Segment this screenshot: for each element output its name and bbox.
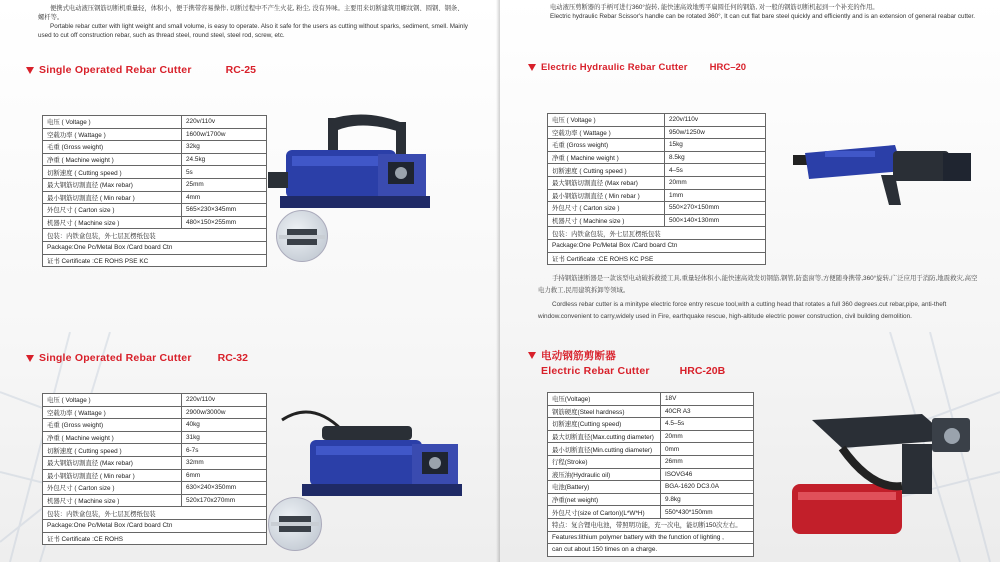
table-row bbox=[43, 216, 267, 229]
spec-key: 毛重 (Gross weight) bbox=[43, 419, 182, 432]
table-row bbox=[548, 393, 754, 406]
rc25-model: RC-25 bbox=[225, 64, 256, 76]
package-note-zh: 包装：内铁盒包装，外七层瓦楞纸包装 bbox=[43, 229, 267, 242]
red-triangle-icon bbox=[26, 67, 34, 74]
table-row bbox=[548, 202, 766, 215]
table-row bbox=[43, 394, 267, 407]
spec-key: 毛重 (Gross weight) bbox=[43, 141, 182, 154]
spec-key: 外包尺寸 ( Carton size ) bbox=[548, 202, 665, 215]
table-row bbox=[43, 254, 267, 267]
spec-value: 40CR A3 bbox=[661, 405, 754, 418]
spec-key: 最小钢筋切割直径 ( Min rebar ) bbox=[43, 469, 182, 482]
hrc20-machine-photo bbox=[785, 125, 985, 215]
hrc20b-model: HRC-20B bbox=[679, 365, 726, 377]
red-triangle-icon bbox=[528, 64, 536, 71]
spec-value: 5s bbox=[182, 166, 267, 179]
rc32-heading bbox=[26, 352, 248, 364]
package-note-zh: 包装：内铁盒包装，外七层瓦楞纸包装 bbox=[548, 227, 766, 240]
rc25-spec-table bbox=[42, 115, 267, 267]
right-intro-en: Electric hydraulic Rebar Scissor's handle can be rotated 360°, It can cut flat bare steel quickly and efficiently and is an extension of general reabar cutter. bbox=[550, 13, 976, 20]
spec-value: 2900w/3000w bbox=[182, 406, 267, 419]
hrc20b-title: Electric Rebar Cutter bbox=[541, 365, 650, 377]
spec-value: ISOVG46 bbox=[661, 468, 754, 481]
table-row bbox=[43, 469, 267, 482]
table-row bbox=[43, 141, 267, 154]
spec-value: 31kg bbox=[182, 431, 267, 444]
spec-value: 550×270×150mm bbox=[665, 202, 766, 215]
spec-key: 最小切断直径(Min.cutting diameter) bbox=[548, 443, 661, 456]
spec-key: 电池(Battery) bbox=[548, 481, 661, 494]
table-row bbox=[43, 116, 267, 129]
package-note-zh: 包装：内铁盒包装，外七层瓦楞纸包装 bbox=[43, 507, 267, 520]
spec-value: 550*430*150mm bbox=[661, 506, 754, 519]
table-row bbox=[43, 241, 267, 254]
right-intro bbox=[538, 3, 978, 21]
right-page bbox=[500, 0, 1000, 562]
rc25-heading bbox=[26, 64, 256, 76]
hrc20-spec-table bbox=[547, 113, 766, 265]
table-row bbox=[548, 518, 754, 531]
spec-key: 空载功率 ( Wattage ) bbox=[43, 406, 182, 419]
hrc20b-heading-en-row bbox=[541, 365, 725, 377]
spec-key: 最小钢筋切割直径 ( Min rebar ) bbox=[43, 191, 182, 204]
spec-value: 950w/1250w bbox=[665, 126, 766, 139]
spec-value: 40kg bbox=[182, 419, 267, 432]
table-row bbox=[43, 482, 267, 495]
spec-value: 4.5–5s bbox=[661, 418, 754, 431]
spec-key: 外包尺寸 ( Carton size ) bbox=[43, 204, 182, 217]
table-row bbox=[43, 494, 267, 507]
spec-key: 净重(net weight) bbox=[548, 493, 661, 506]
spec-key: 机器尺寸 ( Machine size ) bbox=[43, 494, 182, 507]
spec-value: 520x170x270mm bbox=[182, 494, 267, 507]
table-row bbox=[43, 519, 267, 532]
table-row bbox=[43, 406, 267, 419]
red-triangle-icon bbox=[26, 355, 34, 362]
hrc20-description-zh: 手持钢筋速断器是一款该型电动破拆救援工具,重量轻体积小,能快速高效发切钢筋,钢管,防盗窗等,方便随身携带,360°旋转,广泛应用于消防,地震救灾,高空电力救工,民用建筑拆卸等领域。 bbox=[538, 275, 978, 294]
features-note-zh: 特点：复合锂电电池，带照明功能，充一次电，能切断150次左右。 bbox=[548, 518, 754, 531]
rc32-spec-table bbox=[42, 393, 267, 545]
spec-key: 切断速度(Cutting speed) bbox=[548, 418, 661, 431]
spec-key: 最大切断直径(Max.cutting diameter) bbox=[548, 430, 661, 443]
certificate-note: 证书 Certificate :CE ROHS bbox=[43, 532, 267, 545]
rc25-closeup-photo bbox=[276, 210, 328, 262]
spec-key: 电压(Voltage) bbox=[548, 393, 661, 406]
left-intro-en: Portable rebar cutter with light weight and small volume, is easy to operate. Also it safe for the users as cutting without sparks, sediment, smell. Mainly used to cut off construction rebar, such as thread steel, round steel, steel rod, screw, etc. bbox=[38, 23, 468, 39]
spec-value: 1mm bbox=[665, 189, 766, 202]
spec-key: 行程(Stroke) bbox=[548, 455, 661, 468]
table-row bbox=[43, 191, 267, 204]
table-row bbox=[548, 493, 754, 506]
spec-value: 32kg bbox=[182, 141, 267, 154]
table-row bbox=[43, 178, 267, 191]
spec-value: 9.8kg bbox=[661, 493, 754, 506]
hrc20b-title-zh: 电动钢筋剪断器 bbox=[541, 350, 616, 362]
spec-key: 电压 ( Voltage ) bbox=[548, 114, 665, 127]
spec-key: 外包尺寸(size of Carton)(L*W*H) bbox=[548, 506, 661, 519]
spec-key: 空载功率 ( Wattage ) bbox=[43, 128, 182, 141]
table-row bbox=[43, 431, 267, 444]
table-row bbox=[548, 164, 766, 177]
spec-key: 净重 ( Machine weight ) bbox=[548, 151, 665, 164]
spec-value: 220v/110v bbox=[665, 114, 766, 127]
table-row bbox=[548, 214, 766, 227]
hrc20b-machine-photo bbox=[782, 400, 982, 550]
spec-value: 220v/110v bbox=[182, 394, 267, 407]
spec-value: 8.5kg bbox=[665, 151, 766, 164]
rc32-model: RC-32 bbox=[217, 352, 248, 364]
spec-key: 毛重 (Gross weight) bbox=[548, 139, 665, 152]
table-row bbox=[548, 506, 754, 519]
table-row bbox=[548, 455, 754, 468]
spec-value: 20mm bbox=[661, 430, 754, 443]
certificate-note: 证书 Certificate :CE ROHS PSE KC bbox=[43, 254, 267, 267]
spec-key: 机器尺寸 ( Machine size ) bbox=[548, 214, 665, 227]
left-intro bbox=[38, 4, 468, 40]
spec-value: 4–5s bbox=[665, 164, 766, 177]
table-row bbox=[548, 481, 754, 494]
package-note-en: Package:One Pc/Metal Box /Card board Ctn bbox=[43, 519, 267, 532]
spec-key: 净重 ( Machine weight ) bbox=[43, 153, 182, 166]
rc32-closeup-photo bbox=[268, 497, 322, 551]
table-row bbox=[43, 166, 267, 179]
spec-value: 0mm bbox=[661, 443, 754, 456]
table-row bbox=[548, 139, 766, 152]
table-row bbox=[43, 204, 267, 217]
spec-value: 480×150×255mm bbox=[182, 216, 267, 229]
hrc20-description bbox=[538, 273, 978, 323]
spec-key: 切断速度 ( Cutting speed ) bbox=[548, 164, 665, 177]
table-row bbox=[43, 532, 267, 545]
table-row bbox=[548, 176, 766, 189]
left-intro-zh: 便携式电动液压钢筋切断机重量轻，体积小，便于携带容易操作, 切断过程中不产生火花, 粉尘, 没有异味。主要用来切断建筑用螺纹钢、圆钢、钢条、螺杆等。 bbox=[38, 5, 464, 21]
spec-key: 机器尺寸 ( Machine size ) bbox=[43, 216, 182, 229]
spec-value: 500×140×130mm bbox=[665, 214, 766, 227]
spec-value: 1600w/1700w bbox=[182, 128, 267, 141]
package-note-en: Package:One Pc/Metal Box /Card board Ctn bbox=[43, 241, 267, 254]
features-note-en: Features:lithium polymer battery with the function of lighting , bbox=[548, 531, 754, 544]
red-triangle-icon bbox=[528, 352, 536, 359]
spec-value: 15kg bbox=[665, 139, 766, 152]
package-note-en: Package:One Pc/Metal Box /Card board Ctn bbox=[548, 239, 766, 252]
spec-value: 6-7s bbox=[182, 444, 267, 457]
spec-key: 外包尺寸 ( Carton size ) bbox=[43, 482, 182, 495]
hrc20b-heading-zh-row bbox=[528, 348, 616, 363]
spec-key: 最大钢筋切割直径 (Max rebar) bbox=[43, 178, 182, 191]
hrc20-heading bbox=[528, 62, 746, 73]
spec-key: 电压 ( Voltage ) bbox=[43, 394, 182, 407]
spec-value: 24.5kg bbox=[182, 153, 267, 166]
table-row bbox=[548, 114, 766, 127]
table-row bbox=[548, 468, 754, 481]
spec-value: 630×240×350mm bbox=[182, 482, 267, 495]
spec-value: 20mm bbox=[665, 176, 766, 189]
table-row bbox=[43, 229, 267, 242]
spec-value: 565×230×345mm bbox=[182, 204, 267, 217]
spec-value: 4mm bbox=[182, 191, 267, 204]
table-row bbox=[548, 189, 766, 202]
table-row bbox=[548, 151, 766, 164]
rc32-title: Single Operated Rebar Cutter bbox=[39, 352, 192, 364]
spec-key: 最小钢筋切割直径 ( Min rebar ) bbox=[548, 189, 665, 202]
rc25-title: Single Operated Rebar Cutter bbox=[39, 64, 192, 76]
table-row bbox=[548, 430, 754, 443]
table-row bbox=[548, 443, 754, 456]
table-row bbox=[548, 239, 766, 252]
table-row bbox=[548, 418, 754, 431]
table-row bbox=[43, 419, 267, 432]
hrc20-description-en: Cordless rebar cutter is a minitype electric force entry rescue tool,with a cutting head that rotates a full 360 degrees.cut rebar,pipe, anti-theft window.convenient to carry,widely used in Fire, earthquake rescue, high-altitude electric power construction, civil building demolition. bbox=[538, 301, 947, 320]
table-row bbox=[43, 128, 267, 141]
spec-key: 空载功率 ( Wattage ) bbox=[548, 126, 665, 139]
table-row bbox=[548, 126, 766, 139]
spec-key: 最大钢筋切割直径 (Max rebar) bbox=[43, 456, 182, 469]
spec-key: 钢筋硬度(Steel hardness) bbox=[548, 405, 661, 418]
spec-key: 电压 ( Voltage ) bbox=[43, 116, 182, 129]
spec-value: 25mm bbox=[182, 178, 267, 191]
spec-key: 切断速度 ( Cutting speed ) bbox=[43, 166, 182, 179]
table-row bbox=[548, 544, 754, 557]
spec-key: 最大钢筋切割直径 (Max rebar) bbox=[548, 176, 665, 189]
spec-value: BGA-1620 DC3.0A bbox=[661, 481, 754, 494]
table-row bbox=[548, 405, 754, 418]
features-note-en-cont: can cut about 150 times on a charge. bbox=[548, 544, 754, 557]
spec-key: 净重 ( Machine weight ) bbox=[43, 431, 182, 444]
spec-key: 液压油(Hydraulic oil) bbox=[548, 468, 661, 481]
table-row bbox=[548, 227, 766, 240]
spec-value: 220v/110v bbox=[182, 116, 267, 129]
rc25-machine-photo bbox=[268, 110, 443, 225]
right-intro-zh: 电动液压剪断器的手柄可进行360°旋转, 能快速高效地剪平扁圆任何的钢筋, 对一般的钢筋切断机起到一个补充的作用。 bbox=[550, 4, 879, 11]
table-row bbox=[43, 507, 267, 520]
hrc20b-spec-table bbox=[547, 392, 754, 557]
spec-value: 32mm bbox=[182, 456, 267, 469]
table-row bbox=[548, 531, 754, 544]
hrc20-model: HRC–20 bbox=[709, 62, 747, 73]
spec-value: 26mm bbox=[661, 455, 754, 468]
spec-value: 6mm bbox=[182, 469, 267, 482]
table-row bbox=[43, 444, 267, 457]
hrc20b-heading bbox=[528, 348, 725, 377]
spec-key: 切断速度 ( Cutting speed ) bbox=[43, 444, 182, 457]
spec-value: 18V bbox=[661, 393, 754, 406]
table-row bbox=[548, 252, 766, 265]
certificate-note: 证书 Certificate :CE ROHS KC PSE bbox=[548, 252, 766, 265]
table-row bbox=[43, 456, 267, 469]
hrc20-title: Electric Hydraulic Rebar Cutter bbox=[541, 62, 688, 73]
table-row bbox=[43, 153, 267, 166]
